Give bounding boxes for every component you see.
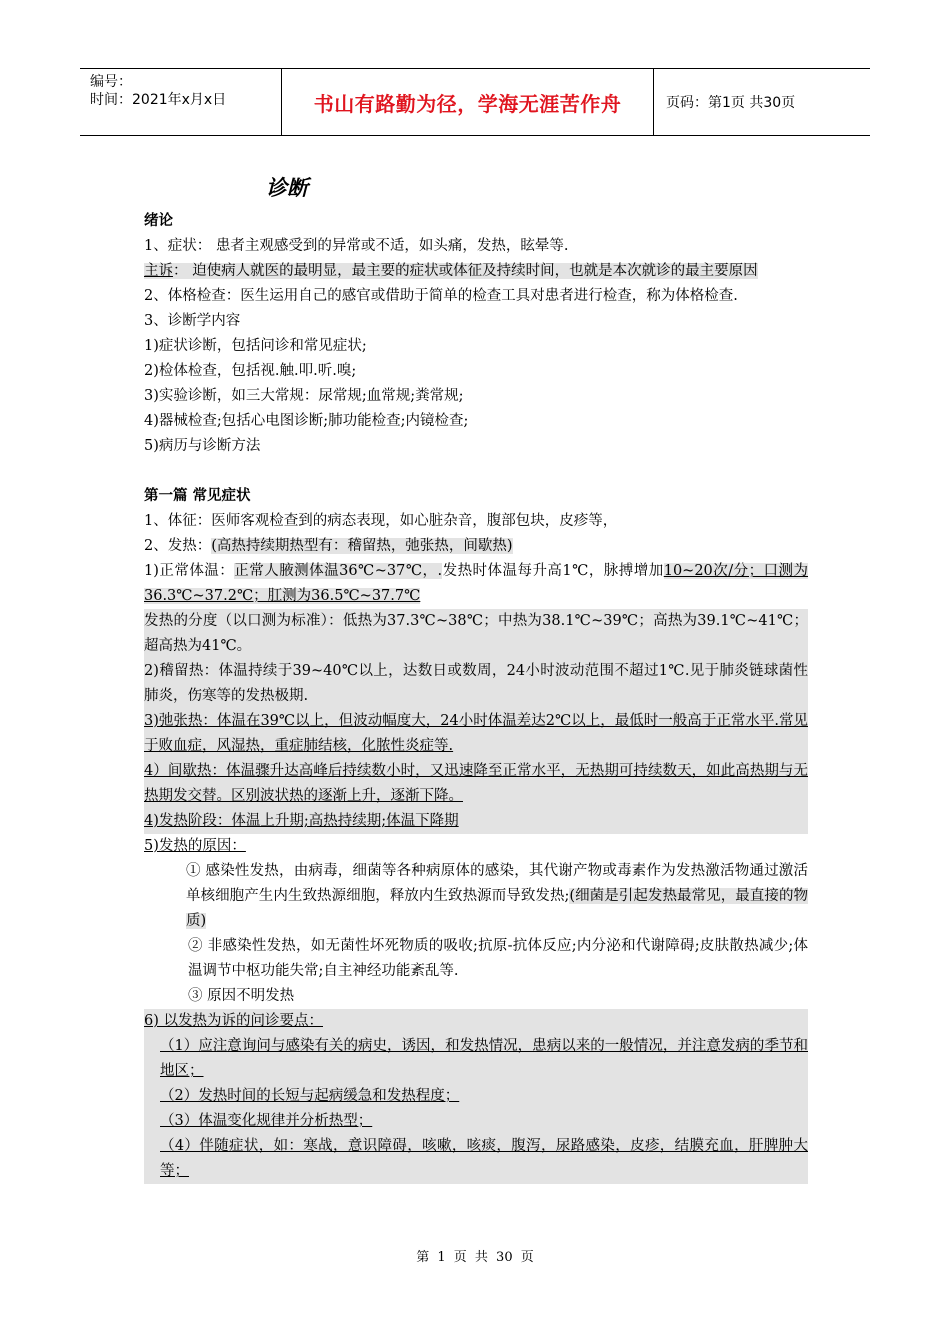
- fever-label: 2、发热：: [144, 538, 212, 554]
- motto: 书山有路勤为径，学海无涯苦作舟: [313, 91, 622, 116]
- list-item: 2)检体检查，包括视.触.叩.听.嗅;: [144, 363, 357, 379]
- chief-label: 主诉: [144, 263, 173, 279]
- inquiry-item: （3）体温变化规律并分析热型；: [144, 1109, 808, 1134]
- inquiry-item: （1）应注意询问与感染有关的病史，诱因，和发热情况，患病以来的一般情况，并注意发病的季节和地区；: [144, 1034, 808, 1084]
- para-fever-grade: 发热的分度（以口测为标准）：低热为37.3℃~38℃；中热为38.1℃~39℃；高热为39.1℃~41℃；超高热为41℃。: [144, 609, 808, 659]
- section-heading-intro: 绪论: [144, 213, 173, 229]
- para-fever-causes: 5)发热的原因：: [144, 838, 246, 854]
- normal-temp-label: 1)正常体温：: [144, 563, 235, 579]
- list-item: 3)实验诊断，如三大常规：尿常规;血常规;粪常规;: [144, 388, 464, 404]
- time-label: 时间：2021年x月x日: [90, 92, 227, 108]
- header-motto-cell: [282, 69, 654, 135]
- inquiry-item: （2）发热时间的长短与起病缓急和发热程度；: [144, 1084, 808, 1109]
- infectious-note: (细菌是引起发热最常见，最直接的物质): [186, 888, 808, 929]
- page-header: [80, 68, 870, 136]
- para-continued-fever: 2)稽留热：体温持续于39~40℃以上，达数日或数周，24小时波动范围不超过1℃.见于肺炎链球菌性肺炎，伤寒等的发热极期.: [144, 659, 808, 709]
- normal-temp-pulse: 发热时体温每升高1℃，脉搏增加: [442, 563, 664, 579]
- para-chief-complaint: [144, 259, 808, 284]
- para-physical-exam: 2、体格检查：医生运用自己的感官或借助于简单的检查工具对患者进行检查，称为体格检查.: [144, 288, 738, 304]
- fever-types: (高热持续期热型有：稽留热，弛张热，间歇热): [211, 538, 513, 554]
- para-remittent-fever: 3)弛张热：体温在39℃以上，但波动幅度大，24小时体温差达2℃以上，最低时一般高于正常水平.常见于败血症，风湿热，重症肺结核，化脓性炎症等.: [144, 709, 808, 759]
- normal-temp-axillary: 正常人腋测体温36℃~37℃，.: [234, 563, 443, 579]
- document-body: [144, 209, 808, 1184]
- para-fever-stages: 4)发热阶段：体温上升期;高热持续期;体温下降期: [144, 809, 808, 834]
- para-infectious-fever: [144, 859, 808, 934]
- para-fever: [144, 534, 808, 559]
- normal-temp-oral: 10~20次/分；口测为36.3℃~37.2℃；肛测为36.5℃~37.7℃: [144, 563, 809, 604]
- para-sign: 1、体征：医师客观检查到的病态表现，如心脏杂音，腹部包块，皮疹等，: [144, 513, 618, 529]
- list-item: 1)症状诊断，包括问诊和常见症状;: [144, 338, 367, 354]
- infectious-text: ① 感染性发热，由病毒，细菌等各种病原体的感染，其代谢产物或毒素作为发热激活物通过激活单核细胞产生内生致热源细胞，释放内生致热源而导致发热;: [186, 863, 808, 904]
- para-intermittent-fever: 4）间歇热：体温骤升达高峰后持续数小时，又迅速降至正常水平，无热期可持续数天，如此高热期与无热期发交替。区别波状热的逐渐上升，逐渐下降。: [144, 759, 808, 809]
- section-heading-part1: 第一篇 常见症状: [144, 488, 251, 504]
- para-normal-temp: [144, 559, 808, 609]
- list-item: 4)器械检查;包括心电图诊断;肺功能检查;内镜检查;: [144, 413, 469, 429]
- list-item: 5)病历与诊断方法: [144, 438, 261, 454]
- para-contents: 3、诊断学内容: [144, 313, 241, 329]
- page-footer: 第 1 页 共 30 页: [416, 1250, 534, 1265]
- para-noninfectious-fever: ② 非感染性发热，如无菌性坏死物质的吸收;抗原-抗体反应;内分泌和代谢障碍;皮肤散热减少;体温调节中枢功能失常;自主神经功能紊乱等.: [188, 938, 808, 979]
- para-unknown-fever: ③ 原因不明发热: [188, 988, 295, 1004]
- number-label: 编号：: [90, 74, 132, 90]
- header-meta: [80, 69, 282, 135]
- document-title: 诊断: [266, 176, 308, 200]
- inquiry-item: （4）伴随症状，如：寒战，意识障碍，咳嗽，咳痰，腹泻，尿路感染，皮疹，结膜充血，肝脾肿大等；: [144, 1134, 808, 1184]
- chief-text: ： 迫使病人就医的最明显，最主要的症状或体征及持续时间，也就是本次就诊的最主要原因: [173, 263, 758, 279]
- header-page-info: [654, 69, 870, 135]
- para-symptom: 1、症状： 患者主观感受到的异常或不适，如头痛，发热，眩晕等.: [144, 238, 569, 254]
- page-info: 页码：第1页 共30页: [666, 95, 796, 111]
- para-inquiry-points: 6) 以发热为诉的问诊要点：: [144, 1009, 808, 1034]
